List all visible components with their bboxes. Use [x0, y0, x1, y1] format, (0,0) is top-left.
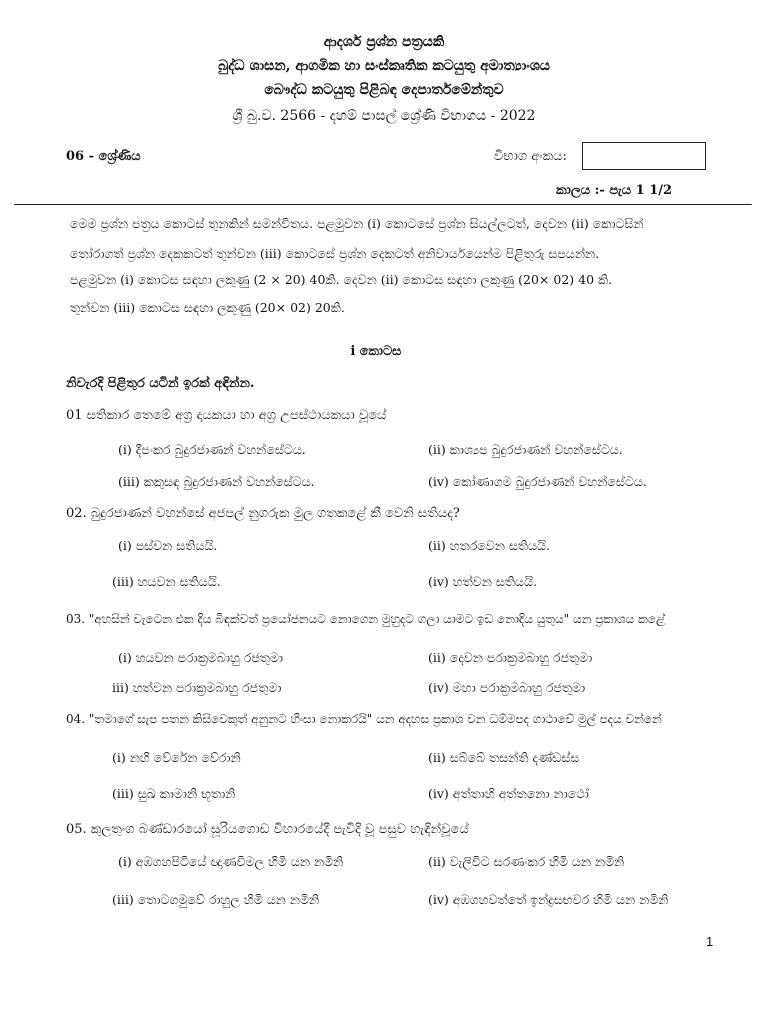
question-1: 01 සතිකාර තෙමේ අග්‍ර දායකයා හා අග්‍ර උපස්ථායකයා වූයේ [66, 408, 387, 423]
header-ministry: බුද්ධ ශාසන, ආගමික හා සංස්කෘතික කටයුතු අමාත්‍යාංශය [218, 58, 550, 74]
question-5-option-i[interactable]: (i) අඹගහපිටියේ ඥාණවිමල හිමි යන නමිනි [118, 854, 344, 869]
question-5-option-iv[interactable]: (iv) අඹගහවත්තේ ඉන්ද්‍රසභවර හිමි යන නමිනි [428, 892, 669, 907]
part-instruction: නිවැරදි පිළිතුර යටින් ඉරක් අඳින්න. [66, 376, 255, 391]
exam-number-box[interactable] [582, 142, 706, 170]
question-1-option-ii[interactable]: (ii) කාශ්‍යප බුදුරජාණන් වහන්සේටය. [428, 442, 623, 457]
part-title: i කොටස [350, 344, 402, 359]
header-department: බෞද්ධ කටයුතු පිළිබඳ දෙපාර්තමේන්තුව [264, 82, 504, 98]
question-2: 02. බුදුරජාණන් වහන්සේ අජපල් නුගරුක මුල ගතකළේ කී වෙනි සතියද? [66, 506, 460, 521]
question-2-option-i[interactable]: (i) පස්වන සතියයි. [118, 538, 218, 553]
question-4-option-i[interactable]: (i) නහි වේරේන වේරානි [112, 750, 241, 765]
question-3-option-ii[interactable]: (ii) දෙවන පරාක්‍රමබාහු රජතුමා [428, 650, 593, 665]
question-4-option-iv[interactable]: (iv) අත්තාහි අත්තනො නාථෝ [428, 786, 589, 801]
question-4: 04. "තමාගේ සැප පතන කිසිවෙකුත් අනුනට හිංසා නොකරයි" යන අදහස ප්‍රකාශ වන ධම්මපද ගාථාවේ මුල් පදය වන්නේ [66, 712, 662, 726]
question-5-option-iii[interactable]: (iii) තොටගමුවේ රාහුල හිමි යන නමිනි [112, 892, 320, 907]
question-2-option-ii[interactable]: (ii) හතරවෙන සතියයි. [428, 538, 550, 553]
question-1-option-iii[interactable]: (iii) කකුසඳ බුදුරජාණන් වහන්සේටය. [118, 474, 315, 489]
header-divider [14, 204, 752, 205]
header-title: ආදර්ශ ප්‍රශ්න පත්‍රයකි [323, 34, 445, 50]
question-3: 03. "අහසින් වැටෙන එක දිය බිඳක්වත් ප්‍රයෝජනයට නොගෙන මුහුදට ගලා යාමට ඉඩ නොදිය යුතුය" යන ප්‍රකාශය කළේ [66, 612, 666, 626]
question-5: 05. කුලතුංග බණ්ඩාරයෝ සූරියගොඩ විහාරයේදී පැවිදි වූ පසුව හැඳින්වූයේ [66, 822, 469, 837]
grade-label: 06 - ශ්‍රේණිය [66, 149, 141, 164]
instruction-line: පළමුවන (i) කොටස සඳහා ලකුණු (2 × 20) 40කි. දෙවන (ii) කොටස සඳහා ලකුණු (20× 02) 40 කි. [70, 272, 613, 287]
exam-number-label: විභාග අංකය: [494, 149, 567, 164]
time-allowed: කාලය :- පැය 1 1/2 [556, 183, 673, 198]
question-4-option-iii[interactable]: (iii) සුඛ කාමානි භූතානි [112, 786, 236, 801]
instruction-line: මෙම ප්‍රශ්න පත්‍රය කොටස් තුනකින් සමන්විතය. පළමුවන (i) කොටසේ ප්‍රශ්න සියල්ලටත්, දෙවන (ii) කොටසින් [70, 216, 644, 231]
question-3-option-i[interactable]: (i) හයවන පරාක්‍රමබාහු රජතුමා [118, 650, 284, 665]
question-4-option-ii[interactable]: (ii) සබ්බේ තසන්ති දණ්ඩස්ස [428, 750, 580, 765]
question-2-option-iv[interactable]: (iv) හත්වන සතියයි. [428, 574, 537, 589]
header-exam-year: ශ්‍රී බු.ව. 2566 - දහම් පාසල් ශ්‍රේණි විභාගය - 2022 [232, 108, 536, 124]
page-number: 1 [706, 934, 714, 949]
question-1-option-i[interactable]: (i) දීපංකර බුදුරජාණන් වහන්සේටය. [118, 442, 306, 457]
question-3-option-iii[interactable]: iii) හත්වන පරාක්‍රමබාහු රජතුමා [112, 680, 282, 695]
question-1-option-iv[interactable]: (iv) කෝණාගම බුදුරජාණන් වහන්සේටය. [428, 474, 647, 489]
question-3-option-iv[interactable]: (iv) මහා පරාක්‍රමබාහු රජතුමා [428, 680, 586, 695]
question-2-option-iii[interactable]: (iii) හයවන සතියයි. [112, 574, 221, 589]
question-5-option-ii[interactable]: (ii) වැලිවිට සරණංකර හිමි යන නමිනි [428, 854, 625, 869]
instruction-line: තුන්වන (iii) කොටස සඳහා ලකුණු (20× 02) 20කි. [70, 300, 345, 315]
instruction-line: තෝරාගත් ප්‍රශ්න දෙකකටත් තුන්වන (iii) කොටසේ ප්‍රශ්න දෙකටත් අනිවාර්යයෙන්ම පිළිතුරු සපයන්න. [70, 246, 600, 261]
